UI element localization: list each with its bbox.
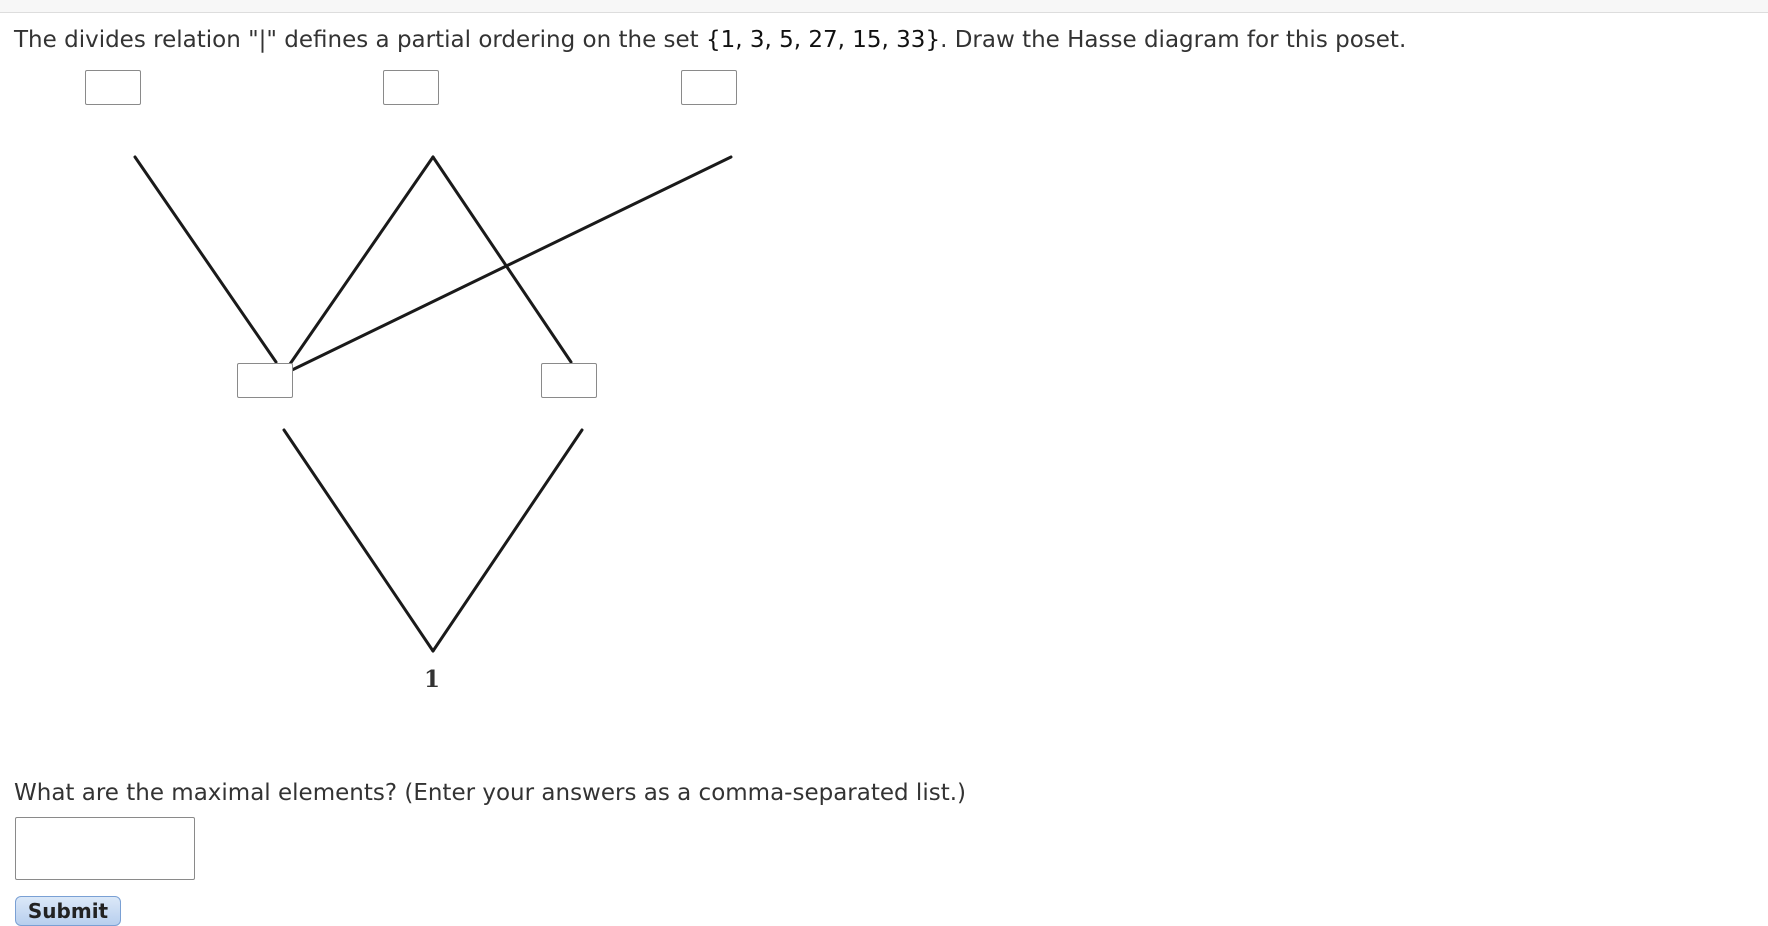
node-input-top-middle[interactable] xyxy=(383,70,439,105)
node-input-top-left[interactable] xyxy=(85,70,141,105)
edge-bottom-midright xyxy=(433,430,582,651)
maximal-answer-input[interactable] xyxy=(15,817,195,880)
node-input-mid-left[interactable] xyxy=(237,363,293,398)
edge-midright-topmiddle xyxy=(433,157,571,362)
poset-set: {1, 3, 5, 27, 15, 33} xyxy=(706,27,941,53)
question-text xyxy=(14,24,1406,56)
edge-midleft-topright xyxy=(292,157,731,370)
top-bar xyxy=(0,0,1768,13)
submit-button[interactable]: Submit xyxy=(15,896,121,926)
edge-bottom-midleft xyxy=(284,430,433,651)
maximal-prompt: What are the maximal elements? (Enter your answers as a comma-separated list.) xyxy=(14,780,966,806)
edge-midleft-topleft xyxy=(135,157,276,362)
node-input-mid-right[interactable] xyxy=(541,363,597,398)
node-label-bottom: 1 xyxy=(424,666,441,693)
node-input-top-right[interactable] xyxy=(681,70,737,105)
question-intro: The divides relation "|" defines a partial ordering on the set xyxy=(14,27,706,53)
edge-midleft-topmiddle xyxy=(290,157,433,364)
question-instruction: . Draw the Hasse diagram for this poset. xyxy=(940,27,1407,53)
